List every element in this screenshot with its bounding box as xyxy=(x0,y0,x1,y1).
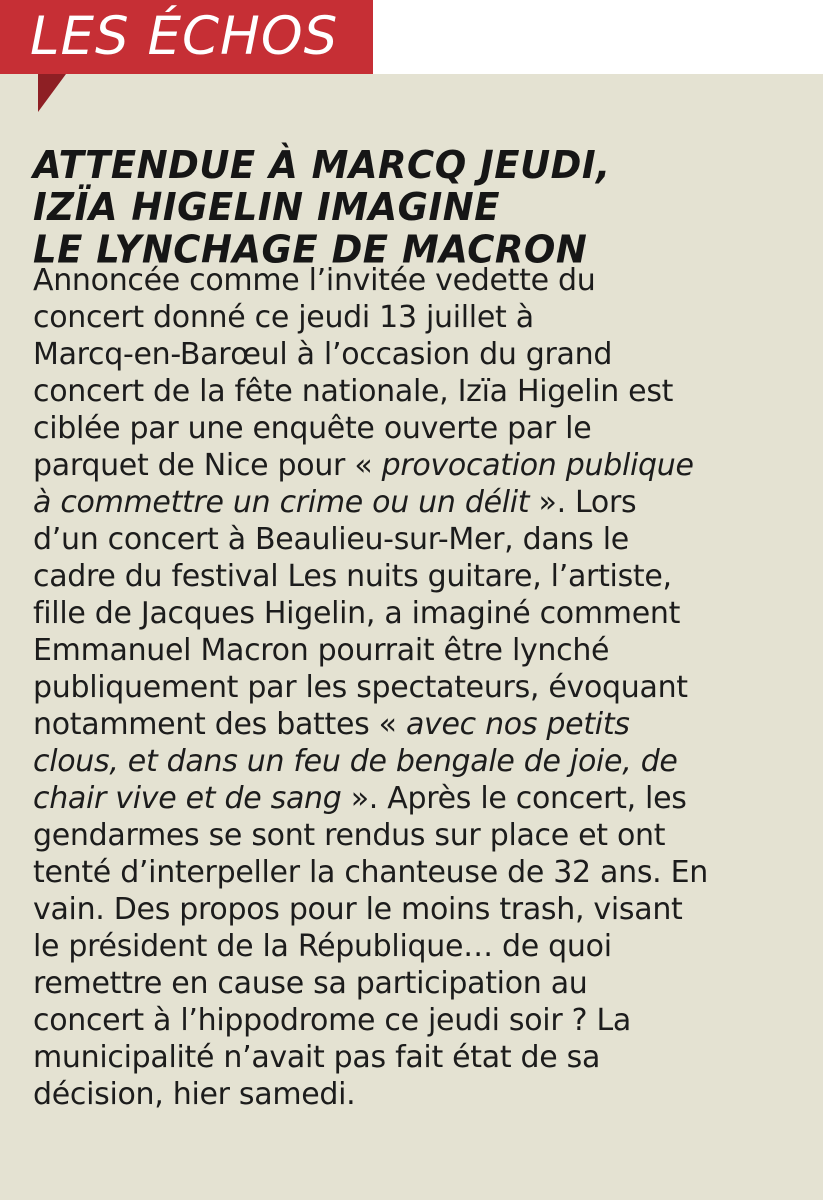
body-line: concert de la fête nationale, Izïa Higelin est xyxy=(33,374,674,409)
body-line: concert à l’hippodrome ce jeudi soir ? La xyxy=(33,1003,631,1038)
body-text-run: ». Après le concert, les xyxy=(341,781,687,816)
body-line xyxy=(33,780,813,817)
body-line: clous, et dans un feu de bengale de joie, de xyxy=(33,744,678,779)
body-text-run: parquet de Nice pour « xyxy=(33,448,382,483)
body-line: ciblée par une enquête ouverte par le xyxy=(33,411,592,446)
body-line xyxy=(33,484,813,521)
headline xyxy=(33,144,813,271)
quote-italic: avec nos petits xyxy=(405,707,630,742)
body-line xyxy=(33,706,813,743)
body-line: tenté d’interpeller la chanteuse de 32 ans. En xyxy=(33,855,708,890)
headline-line: LE LYNCHAGE DE MACRON xyxy=(33,227,588,272)
body-text-run: ». Lors xyxy=(529,485,637,520)
body-line: cadre du festival Les nuits guitare, l’artiste, xyxy=(33,559,672,594)
body-line: fille de Jacques Higelin, a imaginé comment xyxy=(33,596,681,631)
body-line: Annoncée comme l’invitée vedette du xyxy=(33,263,596,298)
headline-line: IZÏA HIGELIN IMAGINE xyxy=(33,185,501,230)
body-line: municipalité n’avait pas fait état de sa xyxy=(33,1040,601,1075)
quote-italic: provocation publique xyxy=(381,448,694,483)
top-white-strip xyxy=(373,0,823,74)
section-tag xyxy=(0,0,373,74)
body-line: le président de la République… de quoi xyxy=(33,929,612,964)
body-line: d’un concert à Beaulieu-sur-Mer, dans le xyxy=(33,522,629,557)
body-line: concert donné ce jeudi 13 juillet à xyxy=(33,300,534,335)
headline-line: ATTENDUE À MARCQ JEUDI, xyxy=(33,142,611,188)
section-tag-label: LES ÉCHOS xyxy=(30,6,339,67)
quote-italic: à commettre un crime ou un délit xyxy=(33,485,530,520)
body-line xyxy=(33,447,813,484)
body-line: gendarmes se sont rendus sur place et ont xyxy=(33,818,666,853)
quote-italic: chair vive et de sang xyxy=(33,781,342,816)
body-line: Emmanuel Macron pourrait être lynché xyxy=(33,633,610,668)
body-line: vain. Des propos pour le moins trash, visant xyxy=(33,892,683,927)
body-line: publiquement par les spectateurs, évoquant xyxy=(33,670,688,705)
body-text-run: notamment des battes « xyxy=(33,707,406,742)
section-tag-tail xyxy=(38,74,66,112)
body-line: remettre en cause sa participation au xyxy=(33,966,588,1001)
body-line: décision, hier samedi. xyxy=(33,1077,356,1112)
body-line: Marcq-en-Barœul à l’occasion du grand xyxy=(33,337,613,372)
article-body xyxy=(33,262,813,1113)
